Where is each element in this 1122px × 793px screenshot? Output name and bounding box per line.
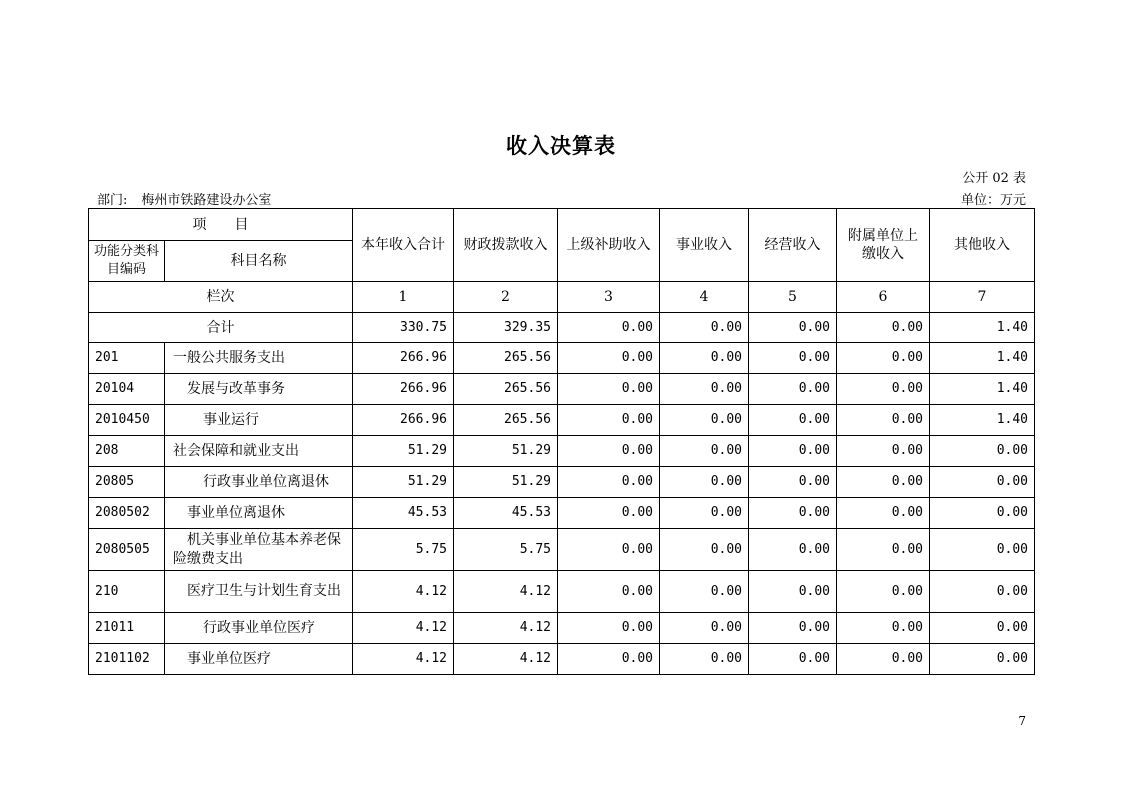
row-value: 0.00	[930, 529, 1035, 571]
row-value: 5.75	[454, 529, 558, 571]
unit-label: 单位：万元	[960, 193, 1026, 208]
row-code: 210	[89, 571, 165, 613]
table-row	[89, 467, 1035, 498]
table-row	[89, 343, 1035, 374]
row-value: 0.00	[837, 374, 930, 405]
row-value: 0.00	[837, 405, 930, 436]
row-name: 行政事业单位医疗	[165, 613, 353, 644]
total-value: 0.00	[837, 313, 930, 343]
row-value: 0.00	[558, 374, 660, 405]
row-code: 21011	[89, 613, 165, 644]
header-col-2: 财政拨款收入	[454, 209, 558, 282]
table-row	[89, 613, 1035, 644]
row-value: 1.40	[930, 405, 1035, 436]
table-row	[89, 374, 1035, 405]
row-value: 0.00	[837, 529, 930, 571]
total-value: 329.35	[454, 313, 558, 343]
row-value: 4.12	[454, 613, 558, 644]
row-value: 0.00	[930, 467, 1035, 498]
row-value: 51.29	[353, 436, 454, 467]
row-value: 0.00	[749, 405, 837, 436]
row-value: 0.00	[930, 644, 1035, 675]
row-value: 0.00	[558, 343, 660, 374]
header-subject-name: 科目名称	[165, 241, 353, 282]
row-value: 0.00	[558, 405, 660, 436]
row-value: 265.56	[454, 374, 558, 405]
row-code: 20805	[89, 467, 165, 498]
row-value: 0.00	[660, 613, 749, 644]
row-code: 2080505	[89, 529, 165, 571]
row-value: 0.00	[558, 529, 660, 571]
row-value: 4.12	[353, 613, 454, 644]
table-row	[89, 498, 1035, 529]
row-value: 0.00	[749, 436, 837, 467]
row-value: 0.00	[660, 498, 749, 529]
page-number: 7	[1018, 714, 1026, 728]
total-row	[89, 313, 1035, 343]
column-index-num: 5	[749, 282, 837, 313]
table-row	[89, 436, 1035, 467]
row-value: 45.53	[454, 498, 558, 529]
row-name: 机关事业单位基本养老保险缴费支出	[165, 529, 353, 571]
row-value: 0.00	[749, 498, 837, 529]
total-value: 330.75	[353, 313, 454, 343]
row-value: 0.00	[749, 374, 837, 405]
total-value: 0.00	[660, 313, 749, 343]
department-name: 梅州市铁路建设办公室	[141, 193, 272, 208]
total-label: 合计	[89, 313, 353, 343]
header-col-6: 附属单位上缴收入	[837, 209, 930, 282]
row-value: 0.00	[660, 529, 749, 571]
row-value: 0.00	[660, 374, 749, 405]
row-value: 0.00	[837, 467, 930, 498]
row-value: 0.00	[837, 613, 930, 644]
income-table	[88, 208, 1035, 675]
row-name: 行政事业单位离退休	[165, 467, 353, 498]
department-label: 部门:	[97, 193, 128, 208]
row-value: 0.00	[749, 467, 837, 498]
header-col-4: 事业收入	[660, 209, 749, 282]
row-value: 45.53	[353, 498, 454, 529]
column-index-num: 4	[660, 282, 749, 313]
row-value: 0.00	[660, 571, 749, 613]
column-index-num: 1	[353, 282, 454, 313]
header-col-5: 经营收入	[749, 209, 837, 282]
row-value: 51.29	[454, 436, 558, 467]
header-col-1: 本年收入合计	[353, 209, 454, 282]
row-value: 0.00	[660, 467, 749, 498]
row-value: 0.00	[558, 571, 660, 613]
row-value: 0.00	[558, 467, 660, 498]
table-row	[89, 529, 1035, 571]
row-value: 0.00	[749, 644, 837, 675]
form-number: 公开 02 表	[962, 171, 1026, 186]
header-func-code: 功能分类科目编码	[89, 241, 165, 282]
column-index-num: 2	[454, 282, 558, 313]
row-code: 2101102	[89, 644, 165, 675]
row-value: 0.00	[837, 436, 930, 467]
row-name: 事业运行	[165, 405, 353, 436]
row-value: 0.00	[660, 436, 749, 467]
row-name: 社会保障和就业支出	[165, 436, 353, 467]
row-value: 4.12	[454, 571, 558, 613]
row-value: 1.40	[930, 343, 1035, 374]
row-value: 0.00	[660, 405, 749, 436]
row-code: 201	[89, 343, 165, 374]
total-value: 0.00	[749, 313, 837, 343]
row-name: 事业单位医疗	[165, 644, 353, 675]
row-value: 0.00	[660, 343, 749, 374]
row-value: 0.00	[749, 571, 837, 613]
row-code: 208	[89, 436, 165, 467]
row-value: 0.00	[837, 498, 930, 529]
row-value: 51.29	[454, 467, 558, 498]
header-row-1	[89, 209, 1035, 241]
table-row	[89, 644, 1035, 675]
column-index-num: 7	[930, 282, 1035, 313]
row-value: 0.00	[930, 571, 1035, 613]
row-value: 1.40	[930, 374, 1035, 405]
header-col-3: 上级补助收入	[558, 209, 660, 282]
row-value: 0.00	[749, 343, 837, 374]
row-value: 0.00	[837, 571, 930, 613]
row-name: 一般公共服务支出	[165, 343, 353, 374]
row-value: 4.12	[454, 644, 558, 675]
table-row	[89, 405, 1035, 436]
column-index-row	[89, 282, 1035, 313]
row-value: 265.56	[454, 405, 558, 436]
row-value: 5.75	[353, 529, 454, 571]
column-index-label: 栏次	[89, 282, 353, 313]
row-value: 0.00	[558, 436, 660, 467]
row-value: 0.00	[930, 613, 1035, 644]
row-value: 266.96	[353, 374, 454, 405]
row-value: 0.00	[558, 498, 660, 529]
row-value: 0.00	[837, 343, 930, 374]
table-row	[89, 571, 1035, 613]
row-value: 265.56	[454, 343, 558, 374]
row-code: 2080502	[89, 498, 165, 529]
column-index-num: 6	[837, 282, 930, 313]
department-line	[97, 189, 271, 208]
row-code: 20104	[89, 374, 165, 405]
page-title: 收入决算表	[506, 133, 616, 158]
row-value: 266.96	[353, 405, 454, 436]
column-index-num: 3	[558, 282, 660, 313]
header-item: 项 目	[89, 209, 353, 241]
row-value: 0.00	[930, 498, 1035, 529]
row-value: 51.29	[353, 467, 454, 498]
row-value: 0.00	[558, 644, 660, 675]
row-name: 事业单位离退休	[165, 498, 353, 529]
row-name: 发展与改革事务	[165, 374, 353, 405]
total-value: 0.00	[558, 313, 660, 343]
row-value: 0.00	[749, 529, 837, 571]
row-value: 0.00	[930, 436, 1035, 467]
row-value: 0.00	[749, 613, 837, 644]
row-value: 266.96	[353, 343, 454, 374]
row-value: 0.00	[837, 644, 930, 675]
row-value: 0.00	[660, 644, 749, 675]
row-name: 医疗卫生与计划生育支出	[165, 571, 353, 613]
header-col-7: 其他收入	[930, 209, 1035, 282]
row-value: 0.00	[558, 613, 660, 644]
row-code: 2010450	[89, 405, 165, 436]
row-value: 4.12	[353, 571, 454, 613]
row-value: 4.12	[353, 644, 454, 675]
total-value: 1.40	[930, 313, 1035, 343]
